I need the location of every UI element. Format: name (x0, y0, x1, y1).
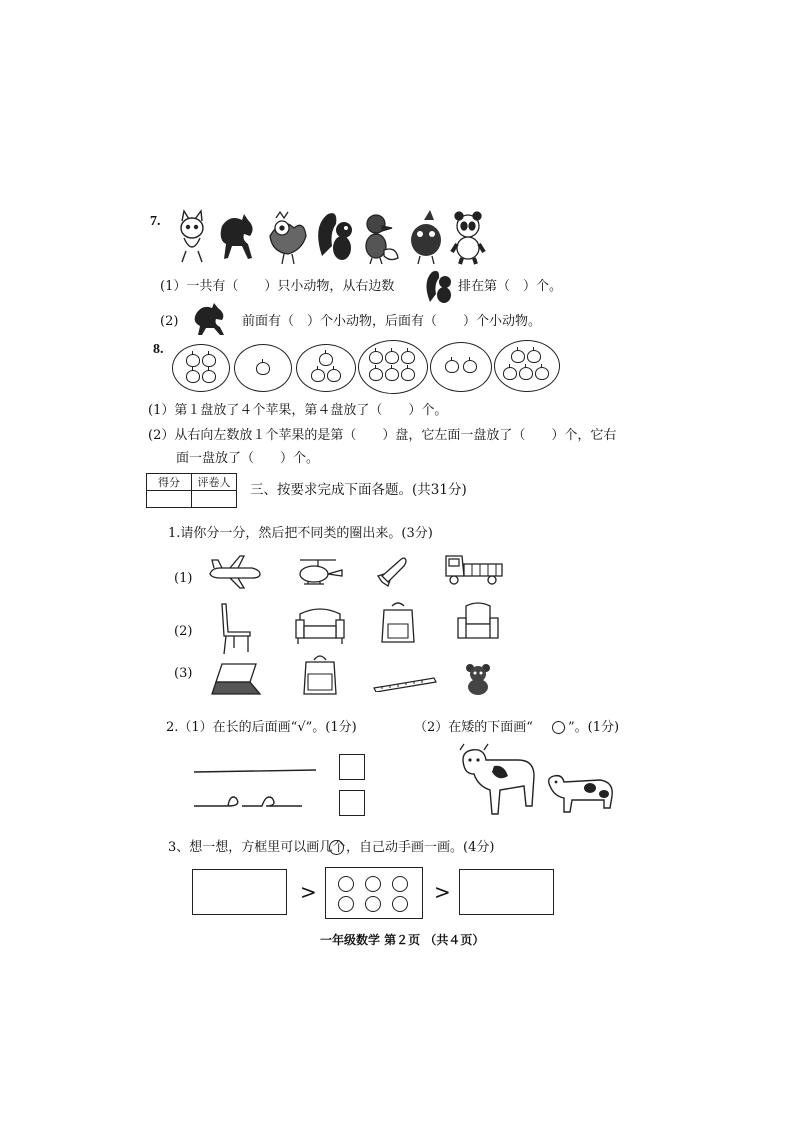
apple-icon (202, 370, 216, 383)
right-empty-box[interactable] (459, 869, 554, 915)
apple-icon (202, 354, 216, 367)
apple-icon (445, 360, 459, 373)
greater-than-2: > (434, 880, 451, 904)
plate-1 (172, 344, 230, 392)
truck-icon (442, 548, 506, 588)
left-empty-box[interactable] (192, 869, 287, 915)
score-header: 得分 (147, 474, 192, 491)
q1-row2-label: (2) (174, 624, 193, 639)
duck-icon (366, 215, 398, 264)
apple-icon (186, 370, 200, 383)
circle-symbol (552, 721, 565, 734)
panda-icon (452, 212, 484, 264)
q8-sub2-line1: (2）从右向左数放１个苹果的是第（ ）盘，它左面一盘放了（ ）个，它右 (148, 428, 617, 443)
grader-cell[interactable] (192, 491, 237, 508)
q2-part2-end: ”。(1分) (568, 720, 620, 735)
circle-icon (338, 876, 354, 892)
airplane-icon (206, 554, 262, 590)
q1-row3-label: (3) (174, 666, 193, 681)
helicopter-icon (292, 556, 344, 590)
apple-icon (527, 350, 541, 363)
plate-4 (358, 340, 428, 394)
lines-figure (192, 766, 322, 816)
q2-part1: 2.（1）在长的后面画“√”。(1分) (166, 720, 357, 735)
apple-icon (535, 367, 549, 380)
answer-box-2[interactable] (339, 790, 365, 816)
apple-icon (503, 367, 517, 380)
score-table (146, 473, 237, 508)
apple-icon (385, 368, 399, 381)
q8-sub1: (1）第１盘放了４个苹果，第４盘放了（ ）个。 (148, 403, 448, 418)
q3-title-a: 3、想一想，方框里可以画几个 (168, 840, 346, 855)
section3-title: 三、按要求完成下面各题。(共31分) (250, 482, 467, 498)
circle-icon (338, 896, 354, 912)
answer-box-1[interactable] (339, 754, 365, 780)
apple-icon (401, 368, 415, 381)
short-cow-icon (549, 776, 613, 812)
cat-icon (181, 211, 203, 262)
circle-icon (365, 876, 381, 892)
sofa-icon (294, 604, 346, 646)
score-cell[interactable] (147, 491, 192, 508)
grader-header: 评卷人 (192, 474, 237, 491)
q8-sub2-line2: 面一盘放了（ ）个。 (176, 451, 320, 466)
apple-icon (327, 369, 341, 382)
squirrel-icon (318, 213, 352, 260)
q8-number: 8. (153, 342, 164, 357)
apple-icon (463, 360, 477, 373)
circle-symbol (329, 840, 344, 855)
cows-figure (454, 742, 624, 822)
page-footer: 一年级数学 第２页 （共４页） (320, 933, 485, 947)
circle-icon (365, 896, 381, 912)
plate-3 (296, 344, 356, 392)
q7-sub1-text-a: (1）一共有（ ）只小动物，从右边数 (160, 279, 395, 294)
apple-icon (401, 351, 415, 364)
squirrel-inline-icon (424, 268, 454, 304)
rooster-icon (270, 212, 306, 264)
backpack-icon (378, 600, 418, 646)
chair-icon (214, 600, 254, 656)
q1-row1-label: (1) (174, 571, 193, 586)
bird-icon (411, 210, 441, 264)
tall-cow-icon (460, 744, 534, 814)
apple-icon (519, 367, 533, 380)
ruler-icon (372, 676, 438, 692)
laptop-icon (210, 660, 262, 700)
q1-title: 1.请你分一分，然后把不同类的圈出来。(3分) (168, 526, 433, 541)
q7-sub2-label: (2) (160, 314, 179, 329)
animal-row (172, 206, 502, 266)
greater-than-1: > (300, 880, 317, 904)
circle-icon (392, 896, 408, 912)
armchair-icon (456, 600, 500, 646)
teddy-bear-icon (462, 662, 494, 696)
plate-5 (430, 342, 492, 392)
schoolbag-icon (300, 652, 340, 698)
q7-sub1-text-b: 排在第（ ）个。 (458, 279, 563, 294)
plate-2 (234, 344, 292, 392)
apple-icon (311, 369, 325, 382)
plate-6 (494, 340, 560, 392)
circle-icon (392, 876, 408, 892)
middle-circle-box (325, 867, 423, 919)
apple-icon (319, 353, 333, 366)
apple-icon (511, 350, 525, 363)
apple-icon (369, 368, 383, 381)
apple-icon (256, 362, 270, 375)
apple-icon (186, 354, 200, 367)
horse-icon (221, 214, 253, 259)
q3-title-b: ，自己动手画一画。(4分) (346, 840, 495, 855)
q7-sub2-text: 前面有（ ）个小动物，后面有（ ）个小动物。 (242, 314, 542, 329)
horse-inline-icon (192, 300, 238, 336)
apple-icon (369, 351, 383, 364)
q7-number: 7. (150, 214, 161, 229)
q2-part2: （2）在矮的下面画“ (414, 720, 533, 735)
rocket-icon (374, 554, 410, 590)
apple-icon (385, 351, 399, 364)
